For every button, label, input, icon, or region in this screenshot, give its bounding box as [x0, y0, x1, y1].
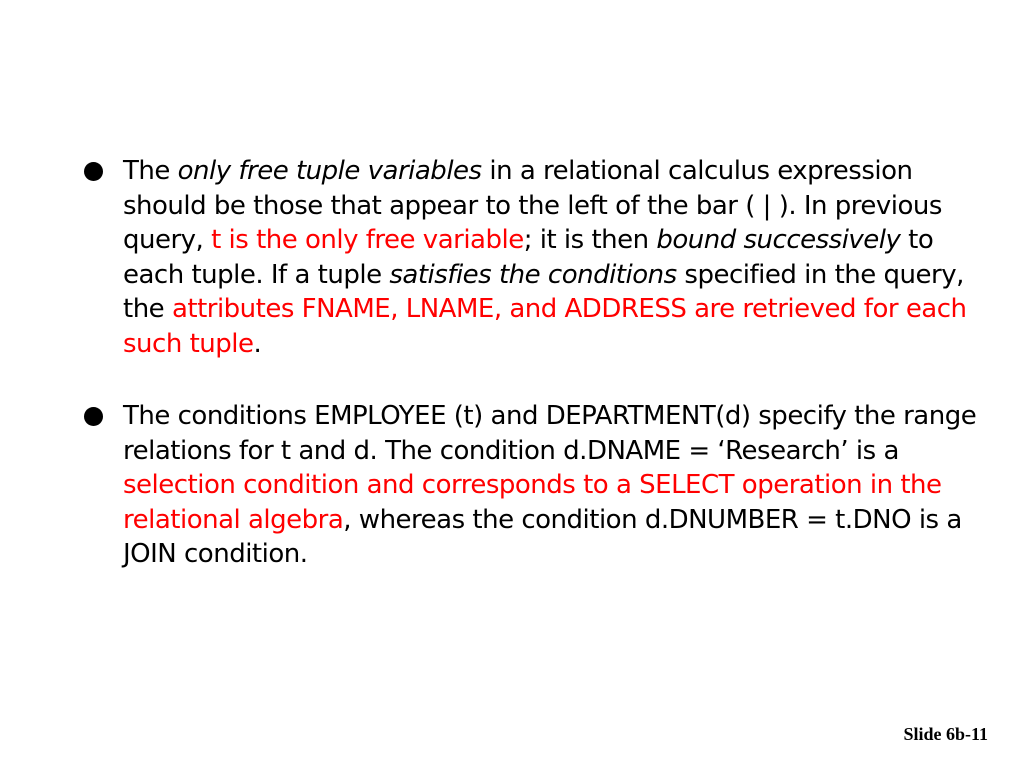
text-segment: ; it is then [523, 225, 657, 255]
bullet-dot-icon [84, 407, 103, 426]
italic-term: bound successively [656, 225, 901, 255]
bullet-item [84, 154, 999, 361]
bullet-dot-icon [84, 162, 103, 181]
bullet-list [84, 154, 999, 572]
slide-number: Slide 6b-11 [903, 724, 988, 744]
italic-term: satisfies the conditions [389, 259, 677, 290]
highlighted-text: attributes FNAME, LNAME, and ADDRESS are retrieved for each such tuple [123, 294, 967, 359]
text-segment: in a relational calculus expression should be those that appear to the left of the bar ( | ). In previous query, [123, 156, 942, 255]
bullet-item [84, 399, 999, 572]
text-segment: , whereas the condition d.DNUMBER = t.DNO is a JOIN condition. [123, 504, 962, 569]
bullet-text [123, 156, 967, 359]
highlighted-text: t is the only free variable [211, 225, 524, 255]
text-segment: The [123, 156, 178, 186]
text-segment: to each tuple. If a tuple [123, 225, 934, 290]
italic-term: only free tuple variables [177, 156, 482, 186]
text-segment: specified in the query, the [123, 259, 964, 324]
text-segment: The conditions EMPLOYEE (t) and DEPARTMENT(d) specify the range relations for t and d. The condition d.DNAME = ‘Research’ is a [123, 401, 977, 466]
text-segment: . [253, 328, 262, 359]
highlighted-text: selection condition and corresponds to a SELECT operation in the relational algebra [123, 470, 942, 535]
bullet-text [123, 401, 976, 569]
